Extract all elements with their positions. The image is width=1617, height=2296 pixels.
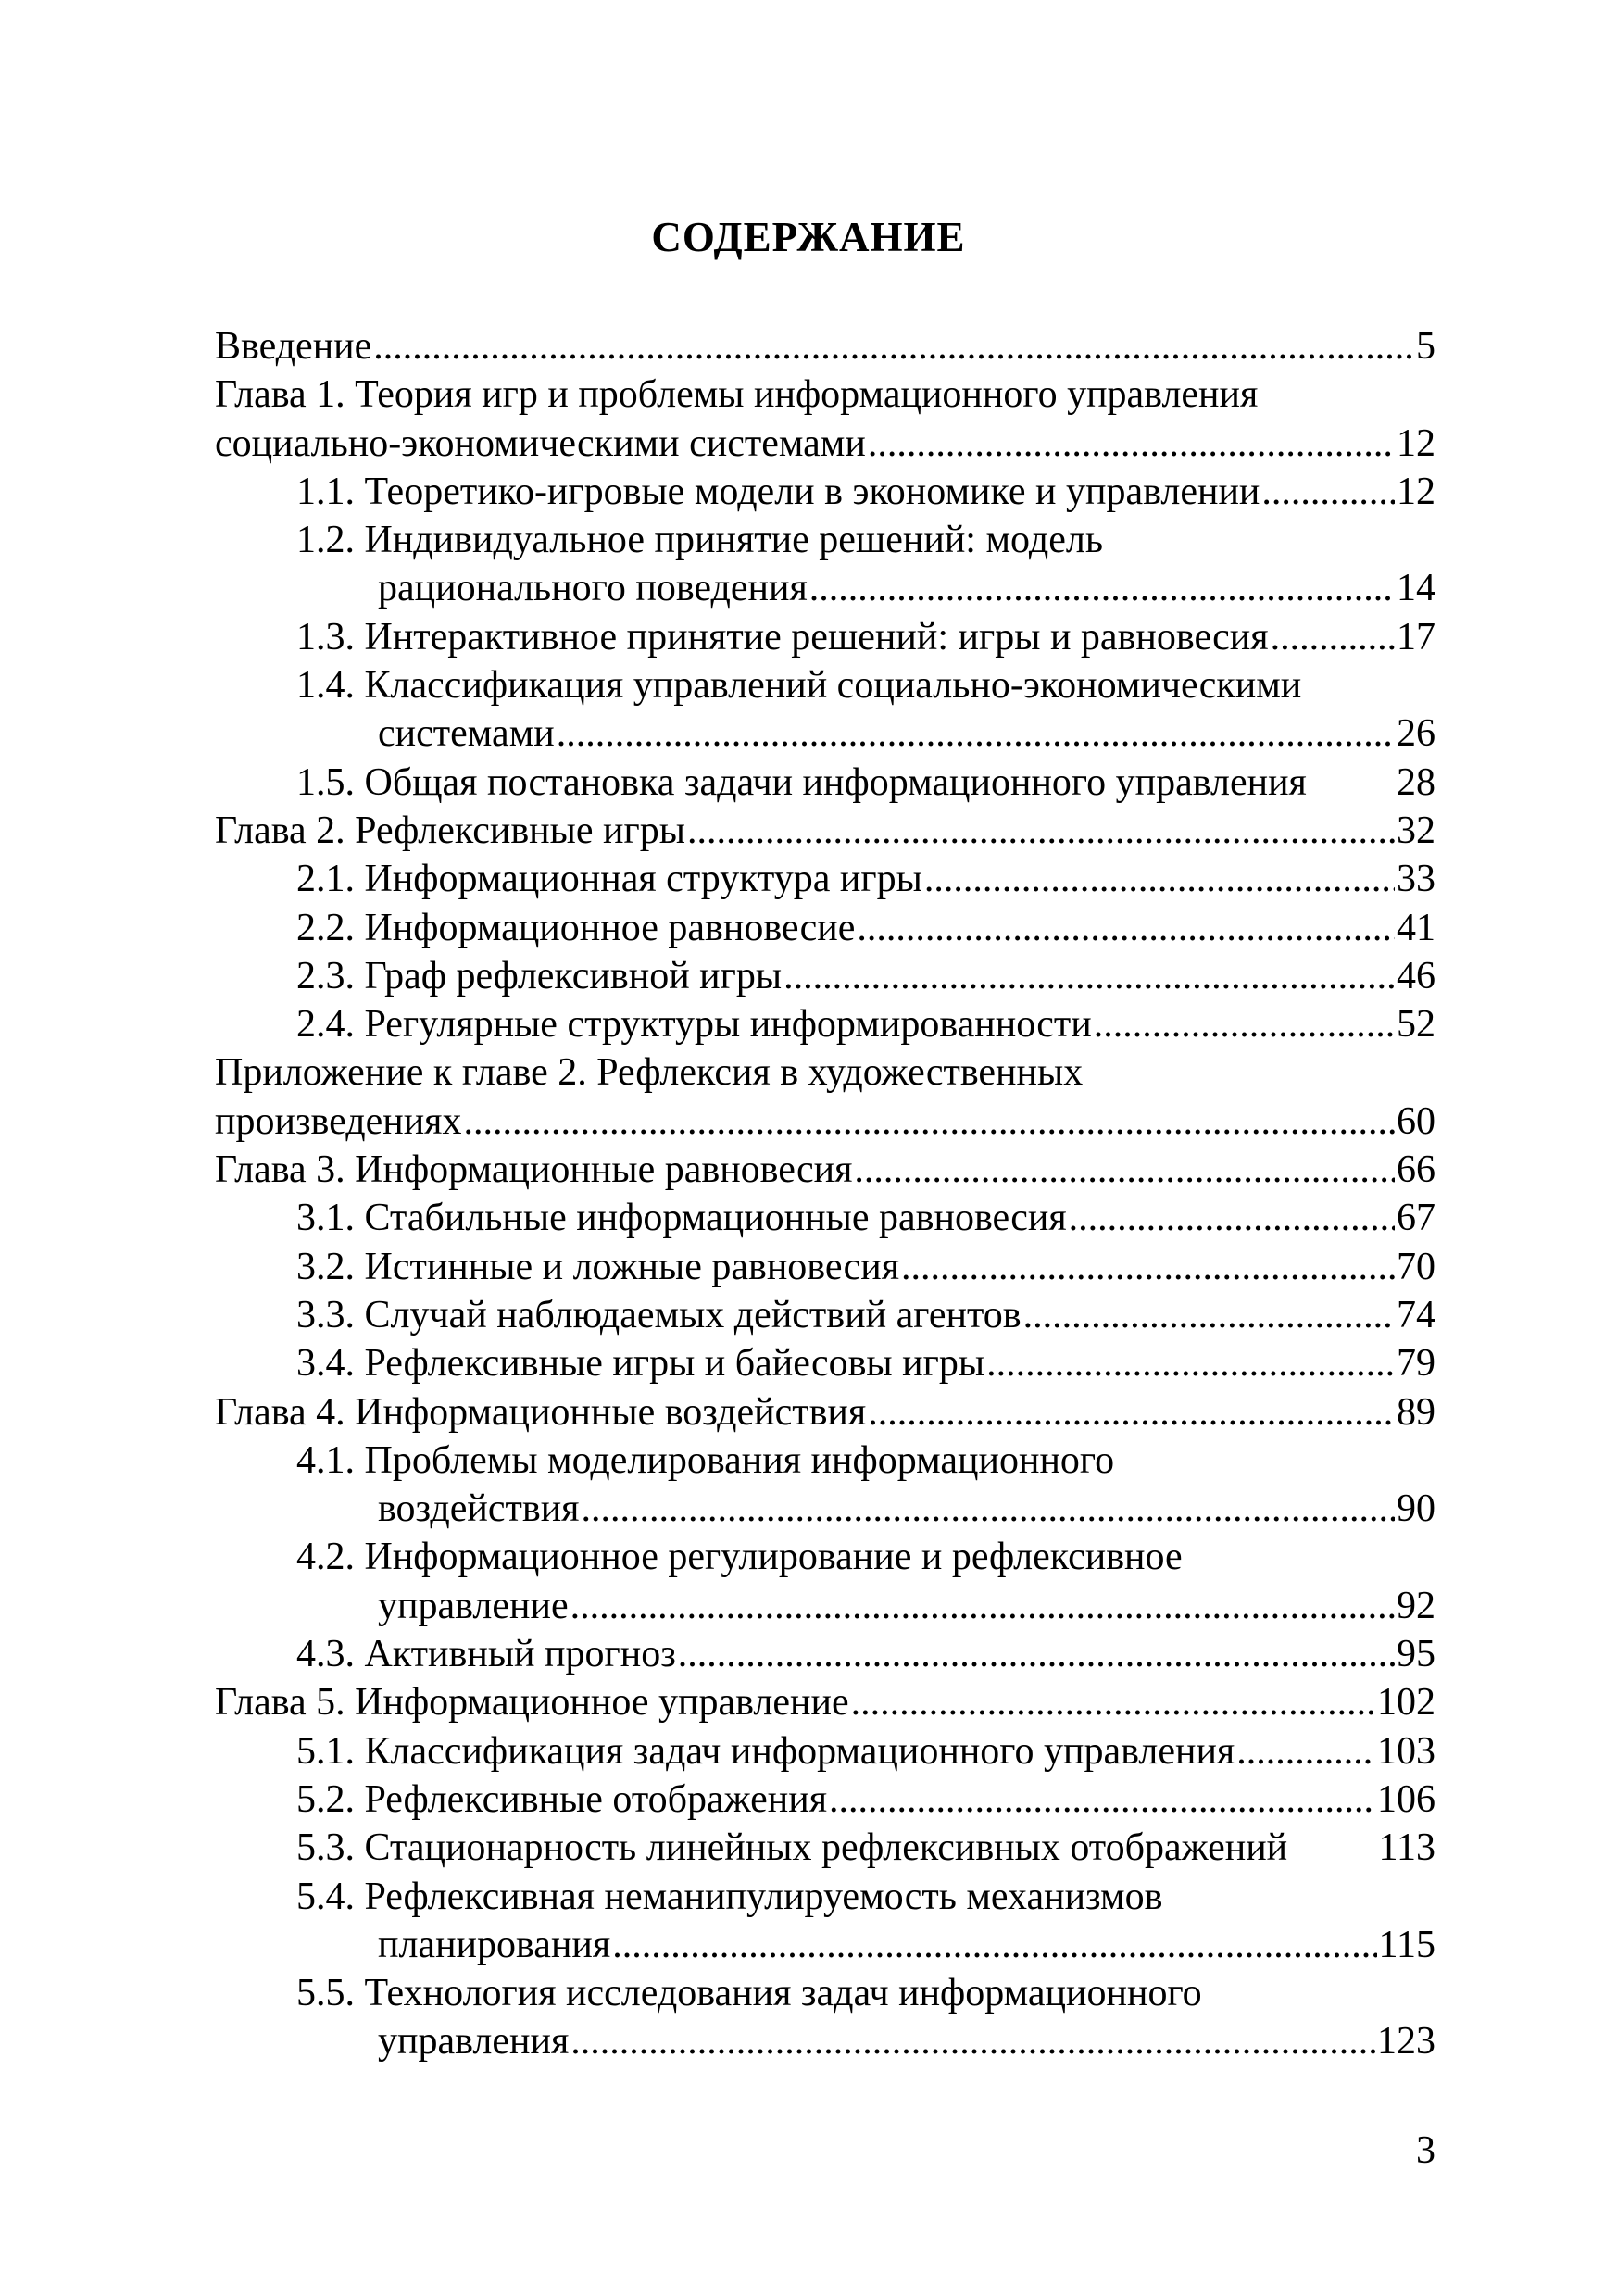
toc-entry-title: планирования xyxy=(378,1923,611,1966)
toc-entry xyxy=(215,1243,1435,1291)
toc-entry-title: Глава 2. Рефлексивные игры xyxy=(215,809,685,852)
toc-entry-title: 3.1. Стабильные информационные равновесия xyxy=(296,1197,1067,1240)
toc-entry xyxy=(215,1485,1435,1533)
toc-entry-title: 2.2. Информационное равновесие xyxy=(296,906,856,949)
toc-entry-page: 32 xyxy=(1397,809,1435,852)
toc-entry-title: управление xyxy=(378,1584,569,1627)
dot-leader xyxy=(582,1485,1396,1533)
toc-entry xyxy=(215,1533,1435,1581)
dot-leader xyxy=(612,1921,1376,1969)
toc-entry xyxy=(215,420,1435,468)
toc-entry-page: 103 xyxy=(1377,1729,1435,1773)
toc-entry-title: 4.1. Проблемы моделирования информационного xyxy=(296,1438,1115,1482)
toc-entry xyxy=(215,1339,1435,1387)
toc-entry xyxy=(215,1291,1435,1339)
dot-leader xyxy=(373,322,1414,370)
toc-entry xyxy=(215,1194,1435,1242)
toc-entry-page: 95 xyxy=(1397,1633,1435,1676)
toc-entry-page: 74 xyxy=(1397,1293,1435,1336)
toc-entry xyxy=(215,613,1435,661)
toc-entry xyxy=(215,1727,1435,1775)
toc-entry-page: 106 xyxy=(1377,1777,1435,1821)
toc-entry-page: 79 xyxy=(1397,1342,1435,1386)
toc-entry xyxy=(215,516,1435,564)
toc-entry-page: 90 xyxy=(1397,1487,1435,1531)
toc-entry xyxy=(215,1824,1435,1872)
toc-entry xyxy=(215,370,1435,419)
toc-entry xyxy=(215,1630,1435,1678)
toc-entry xyxy=(215,1388,1435,1437)
toc-entry xyxy=(215,759,1435,807)
toc-entry xyxy=(215,855,1435,903)
dot-leader xyxy=(570,2017,1375,2065)
dot-leader xyxy=(924,855,1395,903)
dot-leader xyxy=(901,1243,1395,1291)
toc-entry xyxy=(215,1582,1435,1630)
dot-leader xyxy=(687,807,1395,855)
dot-leader xyxy=(464,1098,1396,1146)
dot-leader xyxy=(868,1388,1395,1437)
toc-entry-title: рационального поведения xyxy=(378,567,808,610)
toc-entry-title: 4.3. Активный прогноз xyxy=(296,1633,676,1676)
toc-entry-page: 70 xyxy=(1397,1245,1435,1288)
toc-entry-title: Глава 1. Теория игр и проблемы информационного управления xyxy=(215,373,1259,417)
toc-entry-title: 3.4. Рефлексивные игры и байесовы игры xyxy=(296,1342,985,1386)
dot-leader xyxy=(868,420,1395,468)
dot-leader xyxy=(783,952,1395,1000)
dot-leader xyxy=(829,1775,1375,1824)
toc-entry-page: 33 xyxy=(1397,858,1435,901)
toc-entry xyxy=(215,1146,1435,1194)
toc-entry-title: 1.1. Теоретико-игровые модели в экономике и управлении xyxy=(296,470,1260,513)
page-number: 3 xyxy=(1416,2129,1435,2172)
toc-entry-page: 92 xyxy=(1397,1584,1435,1627)
dot-leader xyxy=(1236,1727,1375,1775)
toc-entry-title: 1.4. Классификация управлений социально-экономическими xyxy=(296,664,1302,708)
toc-entry-title: воздействия xyxy=(378,1487,580,1531)
toc-entry-page: 102 xyxy=(1377,1681,1435,1725)
toc-entry-page: 28 xyxy=(1397,760,1435,804)
toc-entry-page: 113 xyxy=(1378,1826,1435,1870)
dot-leader xyxy=(1069,1194,1395,1242)
dot-leader xyxy=(854,1146,1395,1194)
toc-entry xyxy=(215,1969,1435,2017)
toc-entry-title: 5.3. Стационарность линейных рефлексивных отображений xyxy=(296,1826,1288,1870)
toc-entry-page: 60 xyxy=(1397,1099,1435,1143)
toc-entry-title: Глава 3. Информационные равновесия xyxy=(215,1148,853,1192)
toc-entry-title: 3.3. Случай наблюдаемых действий агентов xyxy=(296,1293,1022,1336)
toc-entry-title: 5.2. Рефлексивные отображения xyxy=(296,1777,828,1821)
toc-entry-title: Глава 5. Информационное управление xyxy=(215,1681,849,1725)
toc-entry-page: 89 xyxy=(1397,1390,1435,1434)
toc-entry-title: 1.5. Общая постановка задачи информационного управления xyxy=(296,760,1307,804)
toc-entry xyxy=(215,1921,1435,1969)
toc-entry xyxy=(215,661,1435,709)
toc-entry-page: 46 xyxy=(1397,954,1435,997)
dot-leader xyxy=(986,1339,1395,1387)
toc-entry xyxy=(215,2017,1435,2065)
toc-entry xyxy=(215,709,1435,758)
toc-entry xyxy=(215,322,1435,370)
dot-leader xyxy=(1261,468,1395,516)
table-of-contents xyxy=(215,322,1435,2066)
toc-entry-page: 52 xyxy=(1397,1003,1435,1047)
toc-entry-title: 5.5. Технология исследования задач информационного xyxy=(296,1972,1202,2015)
toc-entry-title: 1.2. Индивидуальное принятие решений: модель xyxy=(296,519,1103,562)
dot-leader xyxy=(557,709,1395,758)
toc-entry xyxy=(215,807,1435,855)
toc-entry-title: социально-экономическими системами xyxy=(215,421,866,465)
toc-entry-title: 5.4. Рефлексивная неманипулируемость механизмов xyxy=(296,1875,1163,1918)
dot-leader xyxy=(1023,1291,1395,1339)
toc-entry-page: 115 xyxy=(1378,1923,1435,1966)
toc-entry-title: 4.2. Информационное регулирование и рефлексивное xyxy=(296,1536,1183,1579)
toc-entry xyxy=(215,1048,1435,1097)
toc-entry-title: 2.4. Регулярные структуры информированности xyxy=(296,1003,1092,1047)
toc-entry-title: 3.2. Истинные и ложные равновесия xyxy=(296,1245,900,1288)
dot-leader xyxy=(1094,1000,1395,1048)
toc-entry-title: Приложение к главе 2. Рефлексия в художественных xyxy=(215,1051,1084,1095)
toc-entry-title: 5.1. Классификация задач информационного управления xyxy=(296,1729,1235,1773)
toc-entry-page: 66 xyxy=(1397,1148,1435,1192)
toc-entry-page: 41 xyxy=(1397,906,1435,949)
dot-leader xyxy=(857,904,1395,952)
toc-entry xyxy=(215,1678,1435,1726)
toc-entry-title: Введение xyxy=(215,325,372,368)
toc-entry xyxy=(215,904,1435,952)
dot-leader xyxy=(678,1630,1395,1678)
toc-entry-title: произведениях xyxy=(215,1099,462,1143)
toc-entry-page: 14 xyxy=(1397,567,1435,610)
toc-entry xyxy=(215,1000,1435,1048)
toc-entry-title: управления xyxy=(378,2020,570,2064)
toc-entry-page: 12 xyxy=(1397,421,1435,465)
toc-entry xyxy=(215,468,1435,516)
toc-entry-title: Глава 4. Информационные воздействия xyxy=(215,1390,867,1434)
page-title: СОДЕРЖАНИЕ xyxy=(651,214,966,260)
dot-leader xyxy=(570,1582,1395,1630)
toc-entry xyxy=(215,1775,1435,1824)
toc-entry-page: 67 xyxy=(1397,1197,1435,1240)
toc-entry-page: 12 xyxy=(1397,470,1435,513)
toc-entry xyxy=(215,952,1435,1000)
toc-entry xyxy=(215,1437,1435,1485)
toc-entry-page: 5 xyxy=(1416,325,1435,368)
toc-entry-title: 2.3. Граф рефлексивной игры xyxy=(296,954,783,997)
toc-entry-page: 26 xyxy=(1397,712,1435,756)
dot-leader xyxy=(1271,613,1395,661)
toc-entry-page: 17 xyxy=(1397,615,1435,659)
toc-entry-title: 1.3. Интерактивное принятие решений: игры и равновесия xyxy=(296,615,1269,659)
toc-entry xyxy=(215,1098,1435,1146)
toc-entry xyxy=(215,564,1435,612)
toc-entry xyxy=(215,1873,1435,1921)
toc-entry-page: 123 xyxy=(1377,2020,1435,2064)
toc-entry-title: системами xyxy=(378,712,555,756)
dot-leader xyxy=(851,1678,1375,1726)
dot-leader xyxy=(809,564,1395,612)
toc-entry-title: 2.1. Информационная структура игры xyxy=(296,858,922,901)
